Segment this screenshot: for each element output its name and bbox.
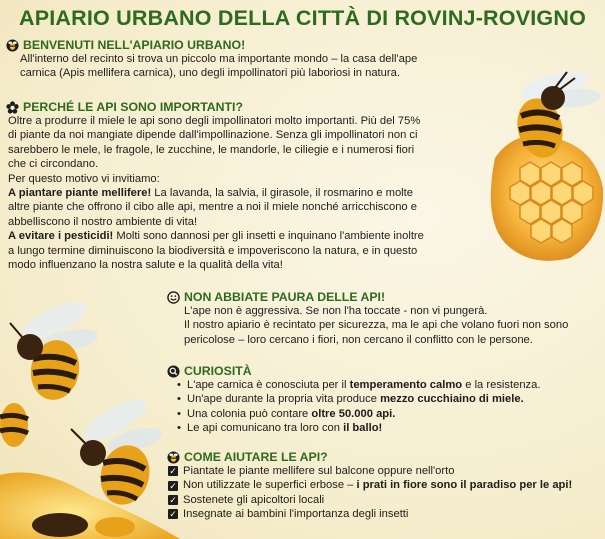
pest-line <box>8 229 424 243</box>
bee-illustration <box>0 295 105 405</box>
bee-icon <box>6 39 19 52</box>
curiosity-section <box>167 364 540 436</box>
page-title: APIARIO URBANO DELLA CITTÀ DI ROVINJ-ROVIGNO <box>18 6 586 30</box>
why-section <box>6 100 424 272</box>
plant-line <box>8 186 424 200</box>
list-item: ✓ Non utilizzate le superfici erbose – i prati in fiore sono il paradiso per le api! <box>169 479 573 492</box>
curiosity-list <box>167 378 540 436</box>
fear-heading: NON ABBIATE PAURA DELLE API! <box>184 290 386 304</box>
pest-line: a lungo termine diminuiscono la biodiversità e impoveriscono la natura, e in questo <box>8 244 418 257</box>
fear-section <box>167 290 568 347</box>
why-line: sarebbero le mele, le fragole, le zucchine, le mandorle, le ciliegie e i numerosi fiori <box>8 143 415 156</box>
plant-line: altre piante che offrono il cibo alle api, mentre a noi il miele nonché arricchiscono e <box>8 201 417 214</box>
check-icon: ✓ <box>169 480 177 491</box>
pest-line: modo influenzano la nostra salute e la qualità della vita! <box>8 259 283 272</box>
help-list <box>167 464 572 522</box>
list-item: • L'ape carnica è conosciuta per il temperamento calmo e la resistenza. <box>175 378 540 392</box>
search-icon <box>167 365 180 378</box>
list-item: • Una colonia può contare oltre 50.000 api. <box>175 407 540 421</box>
plant-rest: La lavanda, la salvia, il girasole, il rosmarino e molte <box>151 187 413 200</box>
pest-rest: Molti sono dannosi per gli insetti e inquinano l'ambiente inoltre <box>113 230 424 243</box>
welcome-heading: BENVENUTI NELL'APIARIO URBANO! <box>23 38 246 52</box>
bee-illustration <box>0 395 40 455</box>
bee-icon <box>167 451 180 464</box>
check-icon: ✓ <box>169 495 177 506</box>
list-item: ✓ Sostenete gli apicoltori locali <box>169 493 325 506</box>
plant-bold: A piantare piante mellifere! <box>8 187 152 200</box>
list-item: ✓ Piantate le piante mellifere sul balcone oppure nell'orto <box>169 465 455 477</box>
welcome-line: carnica (Apis mellifera carnica), uno degli impollinatori più laboriosi in natura. <box>20 67 400 80</box>
fear-line: pericolose – loro cercano i fiori, non cercano il conflitto con le persone. <box>184 333 533 346</box>
list-item: ✓ Insegnate ai bambini l'importanza degli insetti <box>169 508 409 521</box>
bee-illustration <box>495 68 605 168</box>
why-line: di piante da noi mangiate dipende dall'impollinazione. Senza gli impollinatori non ci <box>8 129 418 142</box>
help-heading: COME AIUTARE LE API? <box>184 450 328 464</box>
check-icon: ✓ <box>169 509 177 520</box>
why-heading: PERCHÉ LE API SONO IMPORTANTI? <box>23 100 243 114</box>
honeycomb-illustration <box>0 455 180 539</box>
list-item: • Le api comunicano tra loro con il ballo! <box>175 421 540 435</box>
check-icon: ✓ <box>169 466 177 477</box>
plant-line: abbelliscono il nostro ambiente di vita! <box>8 215 198 228</box>
welcome-section <box>6 38 417 81</box>
help-section <box>167 450 572 522</box>
fear-line: Il nostro apiario è recintato per sicurezza, ma le api che volano fuori non sono <box>184 319 569 332</box>
curiosity-heading: CURIOSITÀ <box>184 364 252 378</box>
welcome-line: All'interno del recinto si trova un piccolo ma importante mondo – la casa dell'ape <box>20 53 418 65</box>
smile-icon <box>167 291 180 304</box>
why-line: Per questo motivo vi invitiamo: <box>8 172 160 185</box>
pest-bold: A evitare i pesticidi! <box>8 230 114 243</box>
fear-line: L'ape non è aggressiva. Se non l'ha toccate - non vi pungerà. <box>184 305 488 317</box>
why-line: che ci circondano. <box>8 158 99 171</box>
flower-icon <box>6 101 19 114</box>
why-line: Oltre a produrre il miele le api sono degli impollinatori molto importanti. Più del 75% <box>8 115 421 127</box>
list-item: • Un'ape durante la propria vita produce mezzo cucchiaino di miele. <box>175 392 540 406</box>
